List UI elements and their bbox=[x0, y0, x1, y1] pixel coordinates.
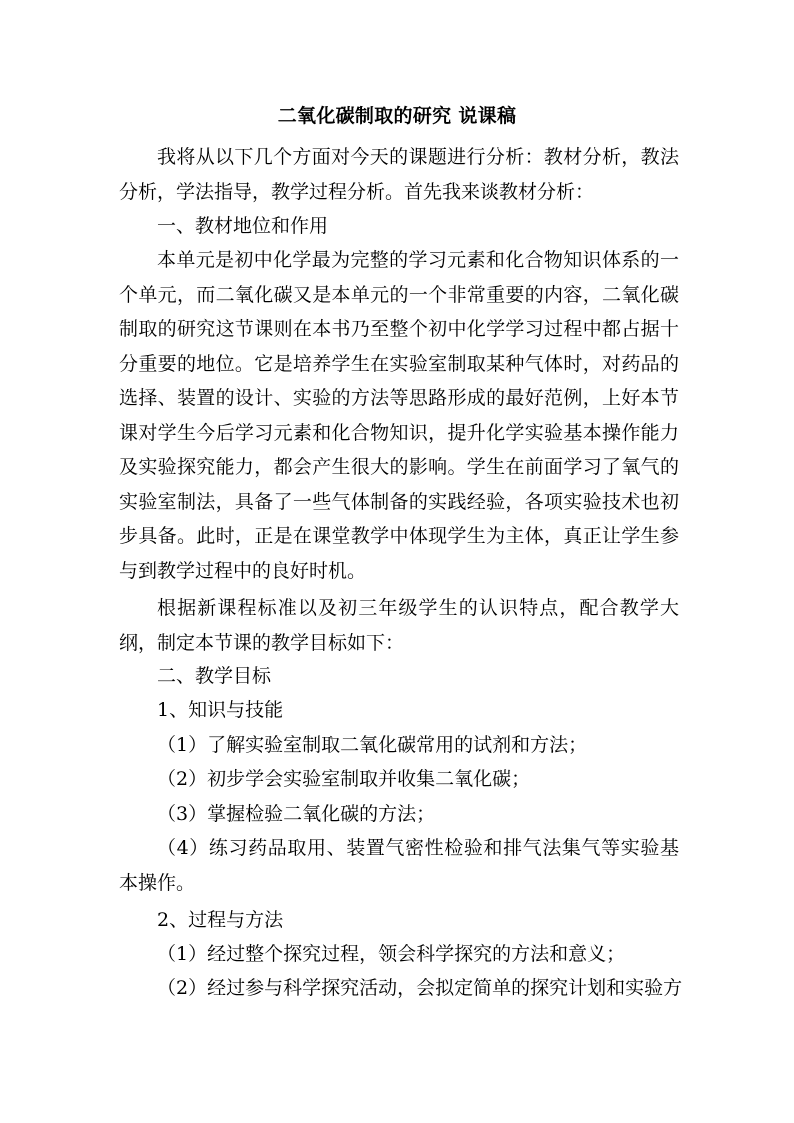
list-item: （1）经过整个探究过程，领会科学探究的方法和意义； bbox=[157, 943, 626, 965]
document-title: 二氧化碳制取的研究 说课稿 bbox=[277, 105, 517, 127]
goal-intro-paragraph: 根据新课程标准以及初三年级学生的认识特点，配合教学大纲，制定本节课的教学目标如下： bbox=[119, 597, 679, 654]
list-item: （4）练习药品取用、装置气密性检验和排气法集气等实验基本操作。 bbox=[119, 837, 679, 894]
list-item: （2）初步学会实验室制取并收集二氧化碳； bbox=[157, 768, 531, 790]
subsection-heading-2: 2、过程与方法 bbox=[157, 909, 284, 931]
section-heading-2: 二、教学目标 bbox=[157, 665, 272, 687]
subsection-heading-1: 1、知识与技能 bbox=[157, 699, 284, 721]
section-heading-1: 一、教材地位和作用 bbox=[157, 215, 329, 237]
section-1-body: 本单元是初中化学最为完整的学习元素和化合物知识体系的一个单元，而二氧化碳又是本单元的一个非常重要的内容，二氧化碳制取的研究这节课则在本书乃至整个初中化学学习过程中都占据十分重要的地位。它是培养学生在实验室制取某种气体时，对药品的选择、装置的设计、实验的方法等思路形成的最好范例，上好本节课对学生今后学习元素和化合物知识，提升化学实验基本操作能力及实验探究能力，都会产生很大的影响。学生在前面学习了氧气的实验室制法，具备了一些气体制备的实践经验，各项实验技术也初步具备。此时，正是在课堂教学中体现学生为主体，真正让学生参与到教学过程中的良好时机。 bbox=[119, 249, 679, 582]
intro-paragraph: 我将从以下几个方面对今天的课题进行分析：教材分析，教法分析，学法指导，教学过程分析。首先我来谈教材分析： bbox=[119, 146, 679, 203]
list-item: （1）了解实验室制取二氧化碳常用的试剂和方法； bbox=[157, 734, 588, 756]
list-item: （3）掌握检验二氧化碳的方法； bbox=[157, 803, 436, 825]
list-item: （2）经过参与科学探究活动，会拟定简单的探究计划和实验方 bbox=[157, 977, 683, 999]
